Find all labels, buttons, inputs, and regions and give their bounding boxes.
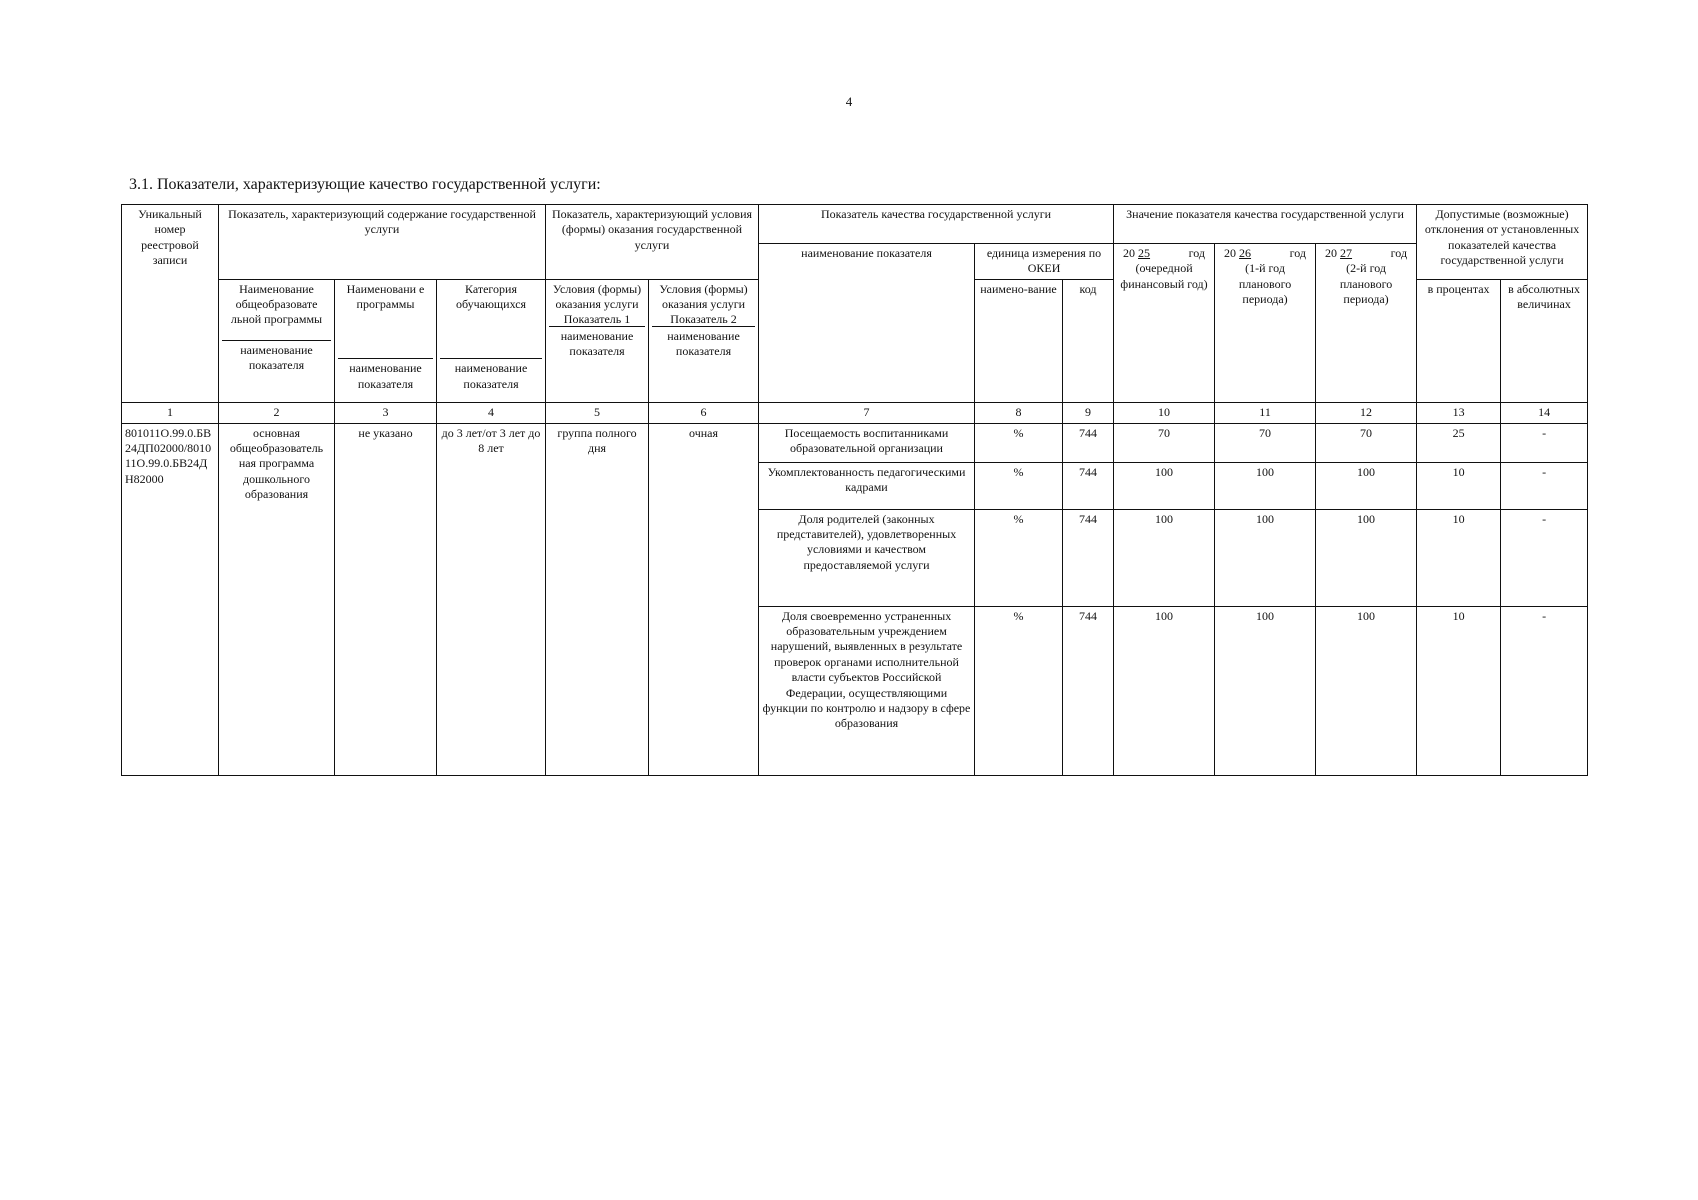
deviation-abs: - [1501,423,1588,462]
indicator-name: Доля родителей (законных представителей), удовлетворенных условиями и качеством предоставляемой услуги [759,509,975,606]
value-2026: 70 [1215,423,1316,462]
unit-code: 744 [1063,423,1114,462]
header-unique-number: Уникальный номер реестровой записи [122,205,219,403]
year-2027-desc: (2-й год планового периода) [1339,261,1393,307]
unit-name: % [975,423,1063,462]
value-2027: 100 [1316,606,1417,775]
header-deviation-abs: в абсолютных величинах [1501,279,1588,402]
unit-code: 744 [1063,606,1114,775]
quality-indicators-table [121,204,1588,776]
header-unit-code: код [1063,279,1114,402]
value-2027: 100 [1316,509,1417,606]
header-quality-indicator: Показатель качества государственной услуги [759,205,1114,244]
indicator-name: Укомплектованность педагогическими кадрами [759,462,975,509]
column-number: 5 [546,402,649,423]
section-title: 3.1. Показатели, характеризующие качество государственной услуги: [129,176,601,193]
header-year-2027 [1316,244,1417,403]
unit-name: % [975,606,1063,775]
column-number: 6 [649,402,759,423]
column-number: 1 [122,402,219,423]
year-2025-desc: (очередной финансовый год) [1120,261,1208,291]
column-number: 12 [1316,402,1417,423]
column-number: 9 [1063,402,1114,423]
header-year-2026 [1215,244,1316,403]
column-number: 4 [437,402,546,423]
column-number: 14 [1501,402,1588,423]
value-2025: 70 [1114,423,1215,462]
year-2026-desc: (1-й год планового периода) [1238,261,1292,307]
program: не указано [335,423,437,775]
header-deviation-group: Допустимые (возможные) отклонения от установленных показателей качества государственной услуги [1417,205,1588,280]
header-conditions-indicator: Показатель, характеризующий условия (формы) оказания государственной услуги [546,205,759,280]
registry-number: 801011О.99.0.БВ24ДП02000/801011О.99.0.БВ24ДН82000 [122,423,219,775]
header-deviation-pct: в процентах [1417,279,1501,402]
column-number: 8 [975,402,1063,423]
unit-code: 744 [1063,462,1114,509]
header-unit-name: наимено-вание [975,279,1063,402]
indicator-name: Доля своевременно устраненных образовательным учреждением нарушений, выявленных в результате проверок органами исполнительной власти субъектов Российской Федерации, осуществляющими функции по контролю и надзору в сфере образования [759,606,975,775]
value-2027: 70 [1316,423,1417,462]
column-number: 10 [1114,402,1215,423]
value-2025: 100 [1114,606,1215,775]
column-number: 13 [1417,402,1501,423]
value-2025: 100 [1114,509,1215,606]
header-sub-column: Категория обучающихся наименование показателя [437,279,546,402]
value-2026: 100 [1215,509,1316,606]
column-number: 3 [335,402,437,423]
condition-2: очная [649,423,759,775]
value-2026: 100 [1215,606,1316,775]
column-number: 7 [759,402,975,423]
unit-name: % [975,462,1063,509]
header-row-1 [122,205,1588,244]
student-category: до 3 лет/от 3 лет до 8 лет [437,423,546,775]
page-number: 4 [845,94,853,109]
column-number: 11 [1215,402,1316,423]
value-2026: 100 [1215,462,1316,509]
unit-code: 744 [1063,509,1114,606]
value-2025: 100 [1114,462,1215,509]
table-row [122,423,1588,462]
deviation-abs: - [1501,606,1588,775]
header-value-group: Значение показателя качества государственной услуги [1114,205,1417,244]
column-number-row [122,402,1588,423]
header-indicator-name: наименование показателя [759,244,975,403]
deviation-pct: 10 [1417,509,1501,606]
header-sub-column: Наименование общеобразовате льной программы наименование показателя [219,279,335,402]
header-sub-column: Условия (формы) оказания услуги Показатель 2 наименование показателя [649,279,759,402]
header-sub-column: Условия (формы) оказания услуги Показатель 1 наименование показателя [546,279,649,402]
header-unit-okei: единица измерения по ОКЕИ [975,244,1114,280]
deviation-abs: - [1501,509,1588,606]
value-2027: 100 [1316,462,1417,509]
deviation-pct: 25 [1417,423,1501,462]
column-number: 2 [219,402,335,423]
deviation-abs: - [1501,462,1588,509]
header-sub-column: Наименовани е программы наименование показателя [335,279,437,402]
unit-name: % [975,509,1063,606]
year-2025-label: 20 25 год [1123,246,1206,260]
deviation-pct: 10 [1417,462,1501,509]
program-name: основная общеобразователь ная программа дошкольного образования [219,423,335,775]
condition-1: группа полного дня [546,423,649,775]
header-year-2025 [1114,244,1215,403]
indicator-name: Посещаемость воспитанниками образовательной организации [759,423,975,462]
header-content-indicator: Показатель, характеризующий содержание государственной услуги [219,205,546,280]
deviation-pct: 10 [1417,606,1501,775]
year-2026-label: 20 26 год [1224,246,1307,260]
year-2027-label: 20 27 год [1325,246,1408,260]
